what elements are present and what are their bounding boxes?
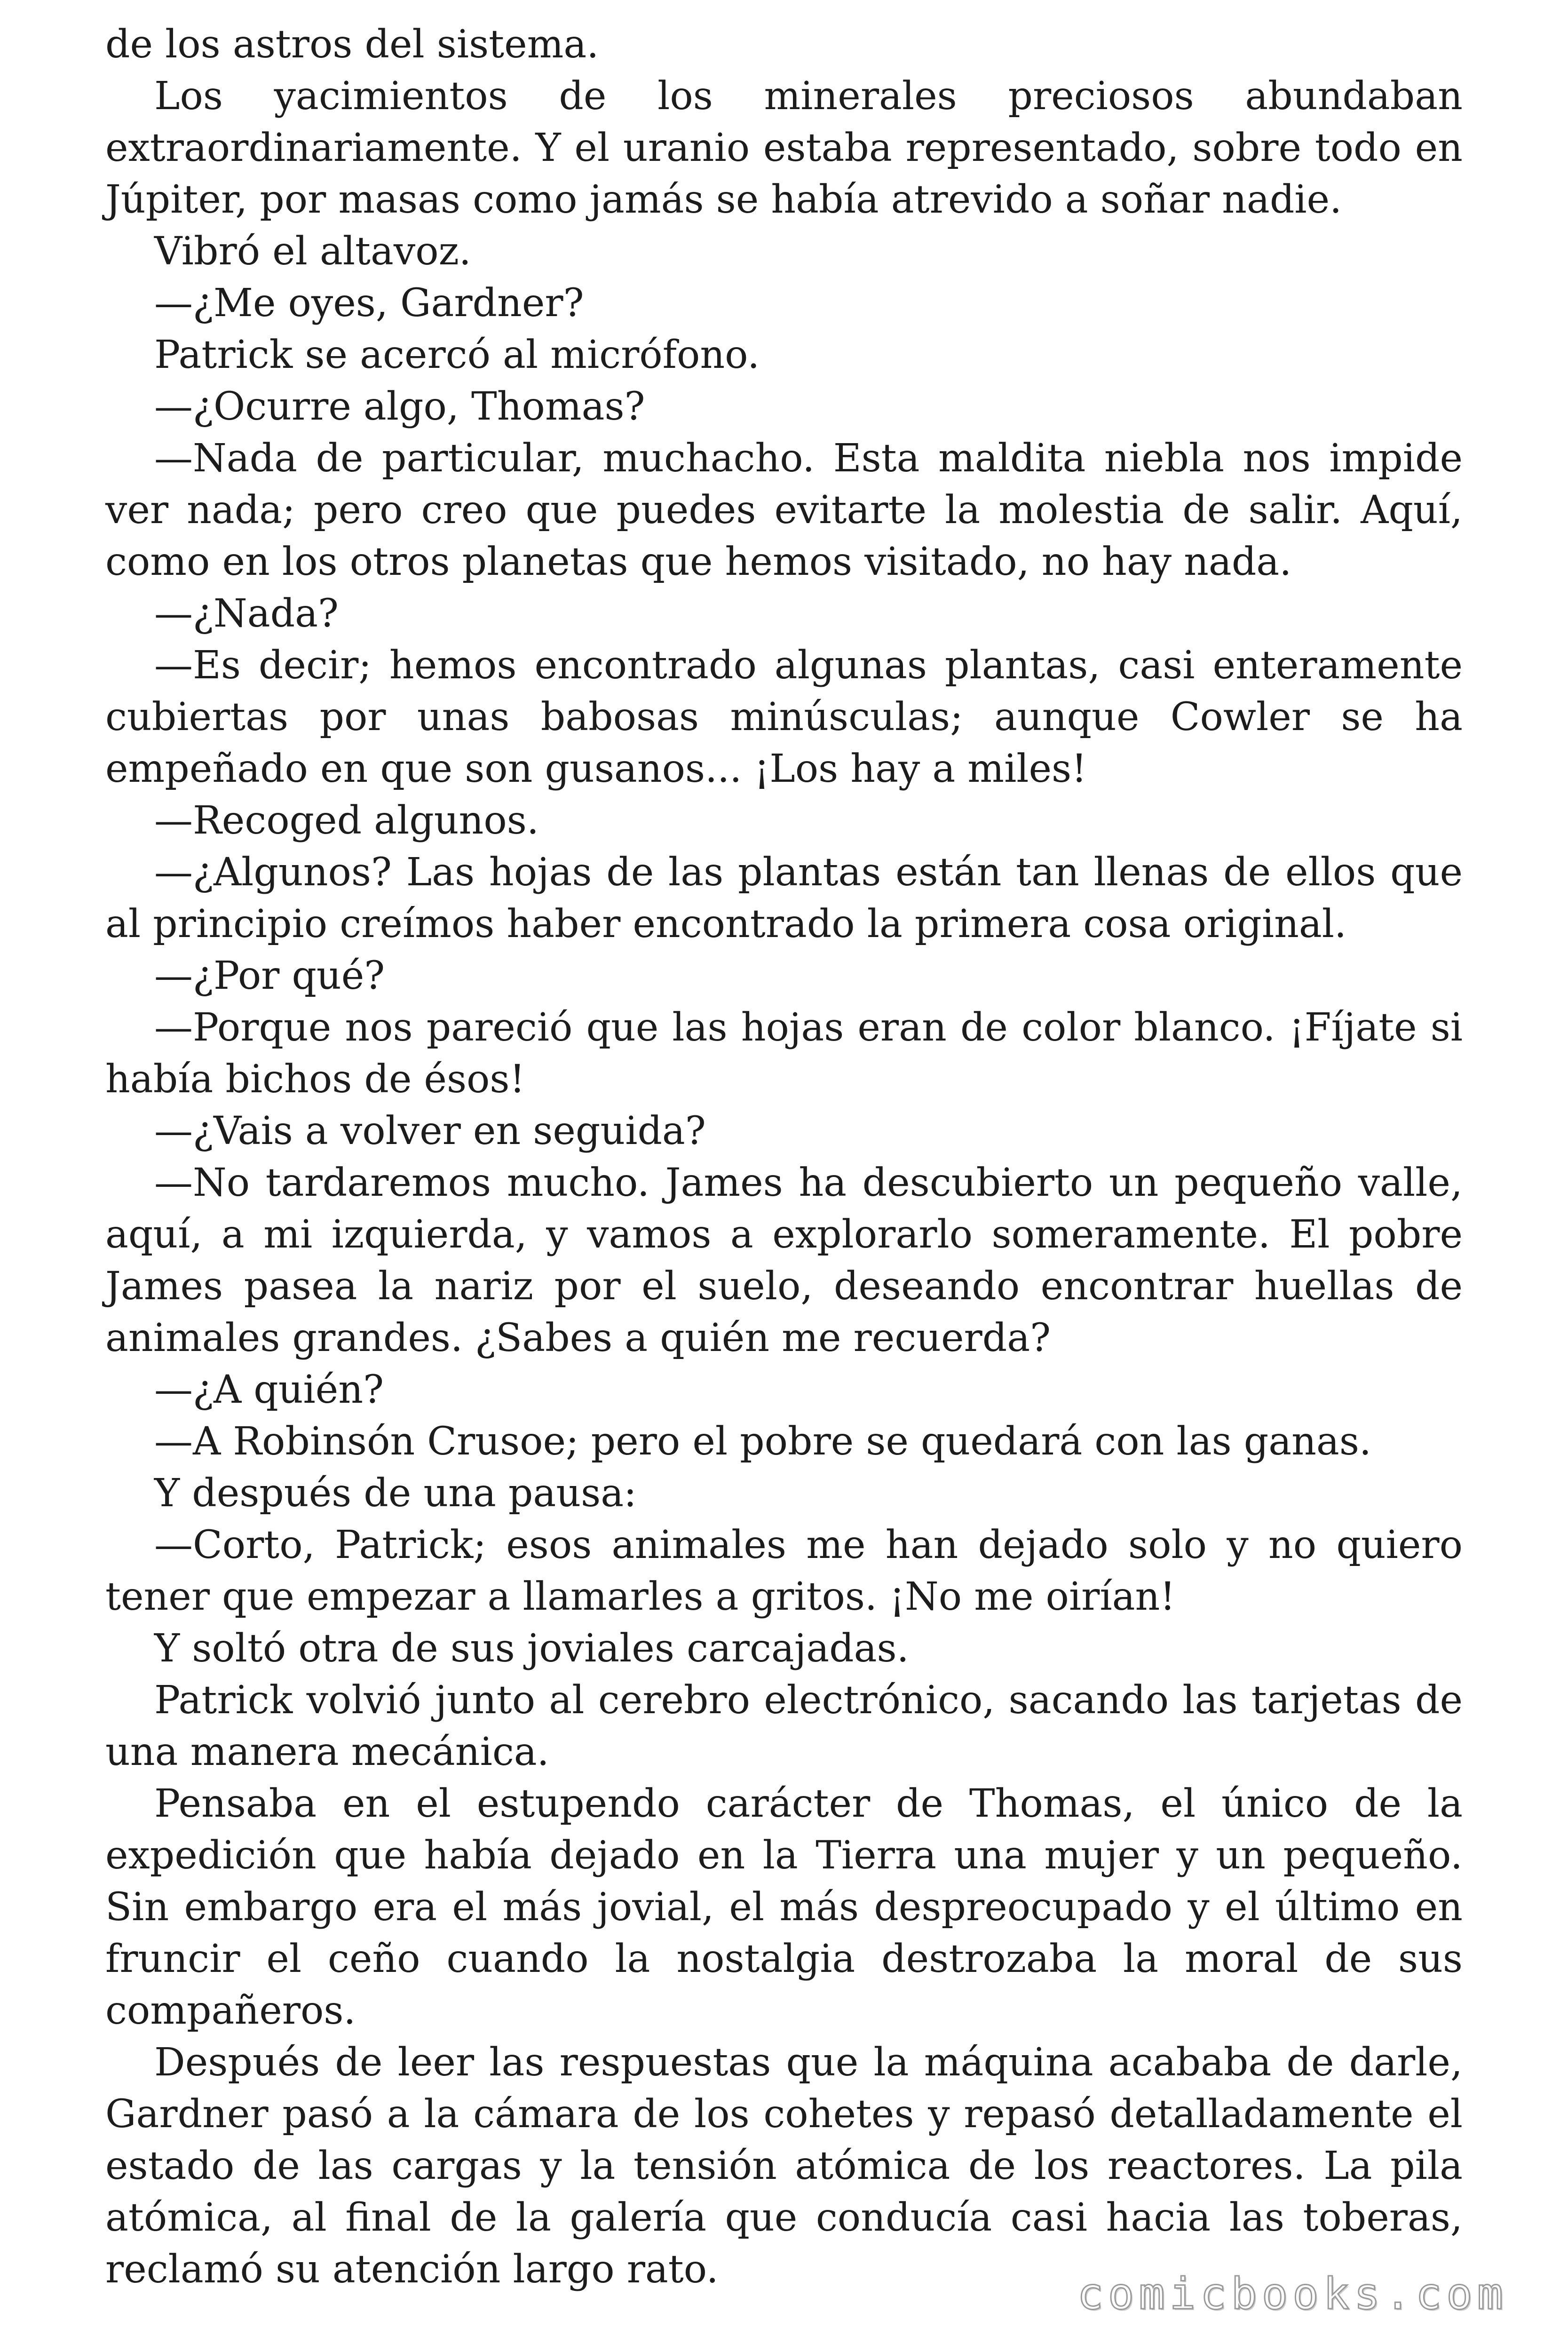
paragraph: —No tardaremos mucho. James ha descubierto un pequeño valle, aquí, a mi izquierda, y vamos a explorarlo someramente. El pobre James pasea la nariz por el suelo, deseando encontrar huellas de animales grandes. ¿Sabes a quién me recuerda? <box>105 1160 1463 1360</box>
paragraph: —Corto, Patrick; esos animales me han dejado solo y no quiero tener que empezar a llamarles a gritos. ¡No me oirían! <box>105 1523 1463 1619</box>
paragraph: —A Robinsón Crusoe; pero el pobre se quedará con las ganas. <box>154 1419 1371 1464</box>
paragraph: Patrick se acercó al micrófono. <box>154 333 760 377</box>
paragraph: —¿Por qué? <box>154 954 385 998</box>
page-body-text <box>105 19 1463 2296</box>
paragraph: —¿Nada? <box>154 591 339 636</box>
paragraph: Vibró el altavoz. <box>154 229 471 274</box>
paragraph: Después de leer las respuestas que la máquina acababa de darle, Gardner pasó a la cámara de los cohetes y repasó detalladamente el estado de las cargas y la tensión atómica de los reactores. La pila atómica, al final de la galería que conducía casi hacia las toberas, reclamó su atención largo rato. <box>105 2040 1463 2292</box>
paragraph: —Es decir; hemos encontrado algunas plantas, casi enteramente cubiertas por unas babosas minúsculas; aunque Cowler se ha empeñado en que son gusanos... ¡Los hay a miles! <box>105 643 1463 791</box>
paragraph: —¿Algunos? Las hojas de las plantas están tan llenas de ellos que al principio creímos haber encontrado la primera cosa original. <box>105 850 1463 946</box>
paragraph: —Porque nos pareció que las hojas eran de color blanco. ¡Fíjate si había bichos de ésos! <box>105 1005 1463 1102</box>
paragraph: —¿Ocurre algo, Thomas? <box>154 384 645 429</box>
paragraph: —¿A quién? <box>154 1367 384 1412</box>
paragraph: Patrick volvió junto al cerebro electrónico, sacando las tarjetas de una manera mecánica. <box>105 1678 1463 1774</box>
paragraph: —¿Me oyes, Gardner? <box>154 281 584 326</box>
paragraph: de los astros del sistema. <box>105 22 599 67</box>
paragraph: Los yacimientos de los minerales preciosos abundaban extraordinariamente. Y el uranio estaba representado, sobre todo en Júpiter, por masas como jamás se había atrevido a soñar nadie. <box>105 74 1463 222</box>
paragraph: —Nada de particular, muchacho. Esta maldita niebla nos impide ver nada; pero creo que puedes evitarte la molestia de salir. Aquí, como en los otros planetas que hemos visitado, no hay nada. <box>105 436 1463 584</box>
paragraph: Y después de una pausa: <box>154 1471 637 1516</box>
paragraph: —Recoged algunos. <box>154 798 539 843</box>
paragraph: Pensaba en el estupendo carácter de Thomas, el único de la expedición que había dejado en la Tierra una mujer y un pequeño. Sin embargo era el más jovial, el más despreocupado y el último en fruncir el ceño cuando la nostalgia destrozaba la moral de sus compañeros. <box>105 1781 1463 2033</box>
paragraph: Y soltó otra de sus joviales carcajadas. <box>154 1626 909 1671</box>
watermark-logo: comicbooks.com <box>1077 2269 1508 2319</box>
paragraph: —¿Vais a volver en seguida? <box>154 1109 706 1153</box>
